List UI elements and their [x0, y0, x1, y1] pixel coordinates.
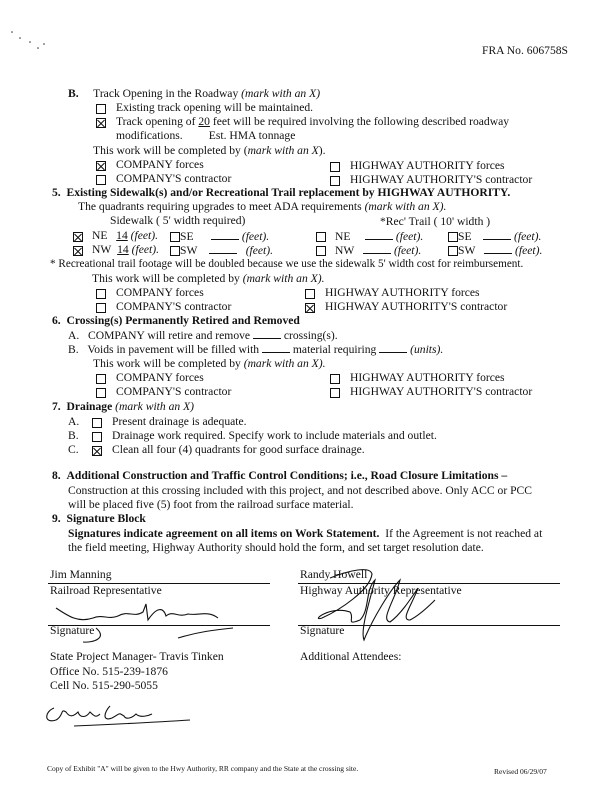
b-hwy-forces-label: HIGHWAY AUTHORITY forces [350, 159, 505, 172]
s5-hwy-contractor-checkbox[interactable] [305, 303, 315, 313]
trail-sw: SW (feet). [458, 244, 543, 257]
s6-hwy-contractor-checkbox[interactable] [330, 388, 340, 398]
b-company-contractor-label: COMPANY'S contractor [116, 172, 232, 185]
drainage-c-checkbox[interactable] [92, 446, 102, 456]
hwy-signature-image [300, 560, 460, 650]
drainage-b-label: Drainage work required. Specify work to include materials and outlet. [112, 429, 437, 442]
section-b-heading: B. Track Opening in the Roadway (mark with an X) [68, 87, 321, 100]
trail-nw: NW (feet). [335, 244, 422, 257]
sidewalk-se: SE (feet). [180, 230, 270, 243]
b-hwy-contractor-checkbox[interactable] [330, 176, 340, 186]
trail-se: SE (feet). [458, 230, 542, 243]
sidewalk-sw-checkbox[interactable] [170, 246, 180, 256]
trail-nw-checkbox[interactable] [316, 246, 326, 256]
drainage-a-label: Present drainage is adequate. [112, 415, 247, 428]
quadrants-label: The quadrants requiring upgrades to meet ADA requirements (mark with an X). [78, 200, 447, 213]
drainage-b-letter: B. [68, 429, 79, 442]
s5-company-contractor-checkbox[interactable] [96, 303, 106, 313]
s6-item-b: B. Voids in pavement will be filled with material requiring (units). [68, 343, 444, 356]
trail-ne-checkbox[interactable] [316, 232, 326, 242]
s6-company-forces-label: COMPANY forces [116, 371, 204, 384]
rr-rep-name: Jim Manning [50, 568, 112, 581]
section-7-heading: 7. Drainage (mark with an X) [52, 400, 195, 413]
s6-company-forces-checkbox[interactable] [96, 374, 106, 384]
sidewalk-heading: Sidewalk ( 5' width required) [110, 214, 246, 227]
trail-se-checkbox[interactable] [448, 232, 458, 242]
trail-heading: *Rec' Trail ( 10' width ) [380, 215, 491, 228]
sidewalk-nw: NW 14 (feet). [92, 243, 159, 256]
section-8-heading: 8. Additional Construction and Traffic Control Conditions; i.e., Road Closure Limitations – [52, 469, 508, 482]
section-5-heading: 5. Existing Sidewalk(s) and/or Recreational Trail replacement by HIGHWAY AUTHORITY. [52, 186, 511, 199]
sidewalk-se-checkbox[interactable] [170, 232, 180, 242]
existing-opening-checkbox[interactable] [96, 104, 106, 114]
s5-completed-by: This work will be completed by (mark with an X). [92, 272, 325, 285]
b-company-contractor-checkbox[interactable] [96, 175, 106, 185]
state-project-manager: State Project Manager- Travis Tinken [50, 650, 224, 663]
rr-rep-title: Railroad Representative [50, 584, 162, 597]
b-completed-by: This work will be completed by (mark with an X). [93, 144, 326, 157]
rr-signature-image [48, 598, 248, 648]
section-8-line2: will be placed five (5) foot from the railroad surface material. [68, 498, 354, 511]
s6-completed-by: This work will be completed by (mark with an X). [93, 357, 326, 370]
modifications-label: modifications. Est. HMA tonnage [116, 129, 296, 142]
cell-number: Cell No. 515-290-5055 [50, 679, 158, 692]
rr-signature-label: Signature [50, 624, 95, 637]
s5-company-forces-label: COMPANY forces [116, 286, 204, 299]
s6-company-contractor-checkbox[interactable] [96, 388, 106, 398]
hwy-rep-title: Highway Authority Representative [300, 584, 462, 597]
s5-hwy-contractor-label: HIGHWAY AUTHORITY'S contractor [325, 300, 508, 313]
drainage-c-label: Clean all four (4) quadrants for good surface drainage. [112, 443, 365, 456]
section-9-line1: Signatures indicate agreement on all items on Work Statement. If the Agreement is not reached at [68, 527, 543, 540]
hwy-rep-name: Randy Howell [300, 568, 368, 581]
drainage-c-letter: C. [68, 443, 79, 456]
sidewalk-ne: NE 14 (feet). [92, 229, 159, 242]
b-company-forces-label: COMPANY forces [116, 158, 204, 171]
b-hwy-forces-checkbox[interactable] [330, 162, 340, 172]
hwy-signature-label: Signature [300, 624, 345, 637]
additional-attendees: Additional Attendees: [300, 650, 402, 663]
fra-number: FRA No. 606758S [482, 44, 569, 57]
spm-signature-image [40, 698, 200, 730]
s5-company-contractor-label: COMPANY'S contractor [116, 300, 232, 313]
b-company-forces-checkbox[interactable] [96, 161, 106, 171]
sidewalk-sw: SW (feet). [180, 244, 274, 257]
drainage-b-checkbox[interactable] [92, 432, 102, 442]
s6-hwy-forces-label: HIGHWAY AUTHORITY forces [350, 371, 505, 384]
footer-copy-note: Copy of Exhibit "A" will be given to the Hwy Authority, RR company and the State at the crossing site. [47, 764, 359, 773]
b-hwy-contractor-label: HIGHWAY AUTHORITY'S contractor [350, 173, 533, 186]
track-opening-checkbox[interactable] [96, 118, 106, 128]
s6-company-contractor-label: COMPANY'S contractor [116, 385, 232, 398]
s6-hwy-contractor-label: HIGHWAY AUTHORITY'S contractor [350, 385, 533, 398]
existing-opening-label: Existing track opening will be maintained. [116, 101, 314, 114]
s6-item-a: A. COMPANY will retire and remove crossing(s). [68, 329, 338, 342]
s5-hwy-forces-checkbox[interactable] [305, 289, 315, 299]
trail-sw-checkbox[interactable] [448, 246, 458, 256]
revised-date: Revised 06/29/07 [494, 767, 547, 776]
section-6-heading: 6. Crossing(s) Permanently Retired and Removed [52, 314, 300, 327]
section-9-heading: 9. Signature Block [52, 512, 146, 525]
drainage-a-checkbox[interactable] [92, 418, 102, 428]
s5-company-forces-checkbox[interactable] [96, 289, 106, 299]
trail-note: * Recreational trail footage will be doubled because we use the sidewalk 5' width cost for reimbursement. [50, 258, 524, 270]
trail-ne: NE (feet). [335, 230, 424, 243]
s6-hwy-forces-checkbox[interactable] [330, 374, 340, 384]
scan-specks [8, 28, 48, 58]
sidewalk-ne-checkbox[interactable] [73, 232, 83, 242]
office-number: Office No. 515-239-1876 [50, 665, 168, 678]
drainage-a-letter: A. [68, 415, 80, 428]
s5-hwy-forces-label: HIGHWAY AUTHORITY forces [325, 286, 480, 299]
sidewalk-nw-checkbox[interactable] [73, 246, 83, 256]
section-8-line1: Construction at this crossing included with this project, and not described above. Only ACC or PCC [68, 484, 533, 497]
track-opening-label: Track opening of 20 feet will be required involving the following described roadway [116, 115, 510, 128]
section-9-line2: the field meeting, Highway Authority should hold the form, and set target resolution date. [68, 541, 484, 554]
